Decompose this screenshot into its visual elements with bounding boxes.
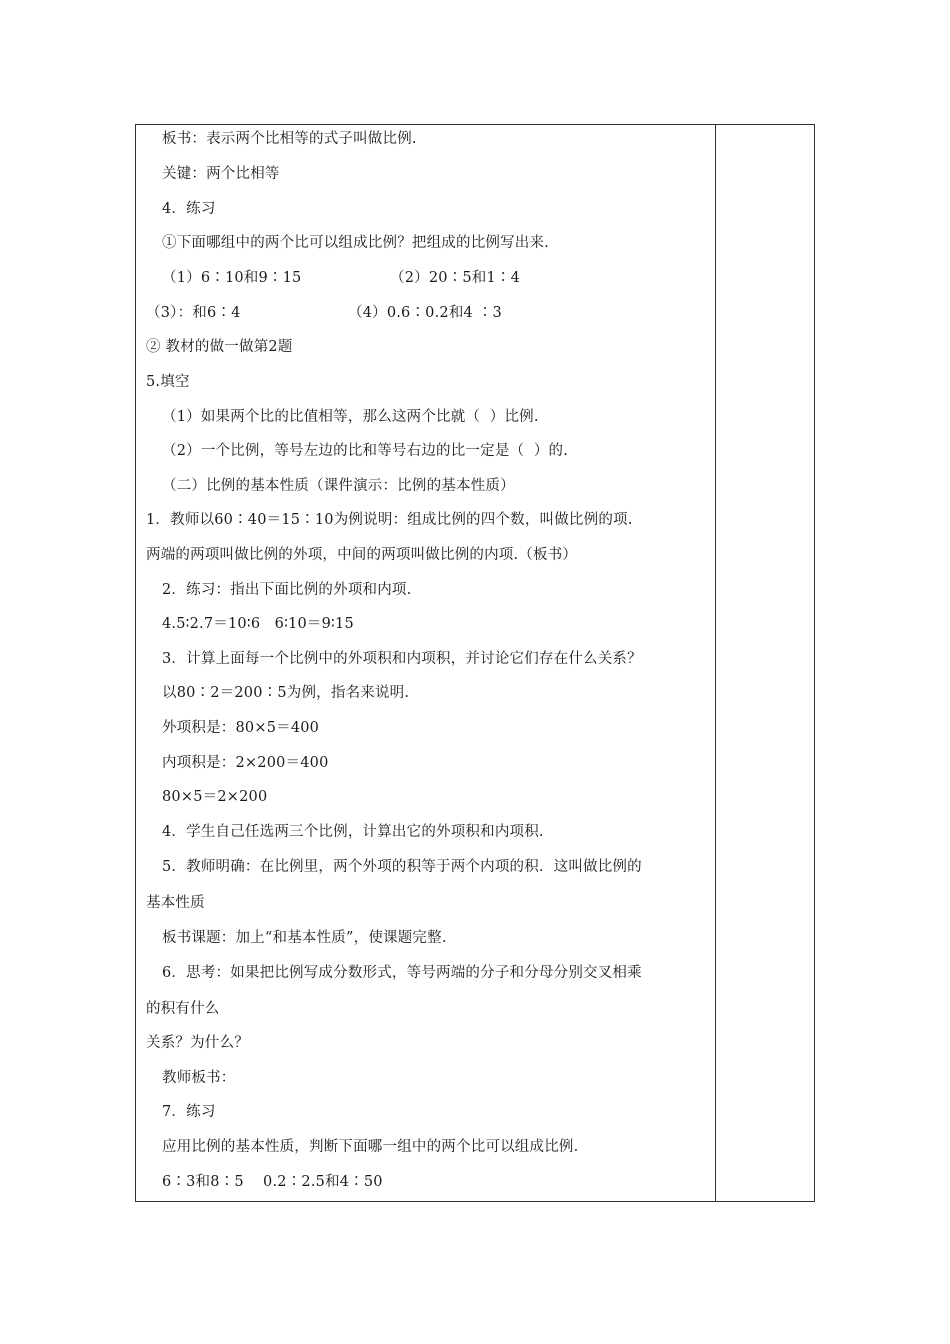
text-line: 6∶3和8∶5 0.2∶2.5和4∶50: [162, 1174, 383, 1190]
text-line: 2．练习：指出下面比例的外项和内项.: [162, 582, 412, 598]
text-line: （1）如果两个比的比值相等，那么这两个比就（ ）比例.: [162, 409, 539, 425]
text-line: 5.填空: [146, 374, 190, 390]
text-line: （3）：和6∶4: [146, 305, 241, 321]
text-line: 4．练习: [162, 201, 216, 217]
text-line: 关系？为什么？: [146, 1035, 249, 1051]
lesson-content-cell: [136, 125, 715, 1201]
text-line: 1．教师以60∶40＝15∶10为例说明：组成比例的四个数，叫做比例的项.: [146, 512, 633, 528]
text-line: 的积有什么: [146, 1001, 220, 1017]
text-line: 板书课题：加上“和基本性质”，使课题完整.: [162, 930, 447, 946]
text-line: 5．教师明确：在比例里，两个外项的积等于两个内项的积．这叫做比例的: [162, 859, 642, 875]
text-line: 外项积是：80×5＝400: [162, 720, 320, 736]
text-line: （2）20∶5和1∶4: [390, 270, 521, 286]
text-line: （2）一个比例，等号左边的比和等号右边的比一定是（ ）的.: [162, 443, 569, 459]
text-line: （1）6∶10和9∶15: [162, 270, 302, 286]
text-line: 4.5∶2.7＝10∶6 6∶10＝9∶15: [162, 616, 354, 632]
text-line: 3．计算上面每一个比例中的外项积和内项积，并讨论它们存在什么关系？: [162, 651, 642, 667]
text-line: ①下面哪组中的两个比可以组成比例？把组成的比例写出来.: [162, 235, 550, 251]
text-line: 基本性质: [146, 895, 205, 911]
text-line: 6．思考：如果把比例写成分数形式，等号两端的分子和分母分别交叉相乘: [162, 965, 642, 981]
text-line: 两端的两项叫做比例的外项，中间的两项叫做比例的内项.（板书）: [146, 547, 578, 563]
text-line: ② 教材的做一做第2题: [146, 339, 293, 355]
text-line: （二）比例的基本性质（课件演示：比例的基本性质）: [162, 478, 515, 494]
text-line: 板书：表示两个比相等的式子叫做比例.: [162, 131, 417, 147]
notes-cell: [716, 125, 814, 1201]
text-line: （4）0.6∶0.2和4 ∶3: [348, 305, 502, 321]
text-line: 80×5＝2×200: [162, 789, 268, 805]
text-line: 应用比例的基本性质，判断下面哪一组中的两个比可以组成比例.: [162, 1139, 579, 1155]
text-line: 4．学生自己任选两三个比例，计算出它的外项积和内项积.: [162, 824, 544, 840]
text-line: 以80∶2＝200∶5为例，指名来说明.: [162, 685, 410, 701]
text-line: 关键：两个比相等: [162, 166, 280, 182]
lesson-table: [135, 124, 815, 1202]
text-line: 教师板书：: [162, 1070, 236, 1086]
text-line: 7．练习: [162, 1104, 216, 1120]
text-line: 内项积是：2×200＝400: [162, 755, 329, 771]
